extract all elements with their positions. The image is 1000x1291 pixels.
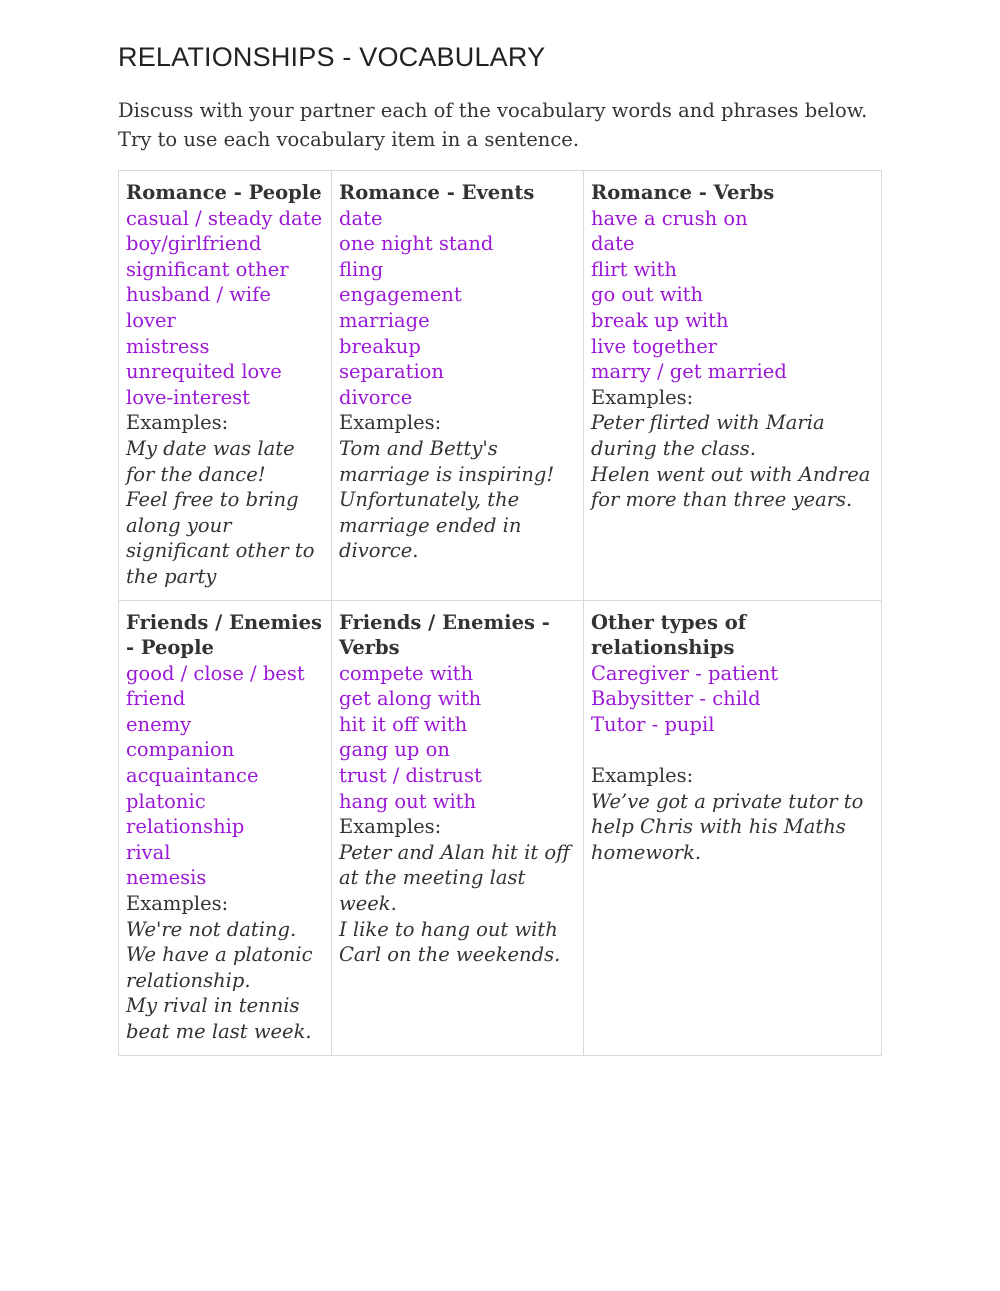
- example-sentence: We’ve got a private tutor to help Chris with his Maths homework.: [591, 789, 864, 864]
- vocab-item: date: [591, 232, 635, 256]
- cell-heading: Friends / Enemies - People: [126, 610, 322, 660]
- vocab-item: compete with: [339, 661, 474, 685]
- example-sentence: Helen went out with Andrea for more than three years.: [591, 462, 871, 512]
- vocab-item: break up with: [591, 308, 729, 332]
- instructions: Discuss with your partner each of the vocabulary words and phrases below. Try to use each vocabulary item in a sentence.: [118, 99, 868, 151]
- vocab-item: Babysitter - child: [591, 687, 761, 711]
- examples-label: Examples:: [126, 411, 229, 435]
- vocab-item: have a crush on: [591, 206, 748, 230]
- table-row: [119, 600, 882, 1055]
- vocab-item: breakup: [339, 334, 421, 358]
- page-title: RELATIONSHIPS - VOCABULARY: [118, 42, 546, 72]
- vocab-item: nemesis: [126, 866, 207, 890]
- vocab-item: engagement: [339, 283, 462, 307]
- vocab-item: unrequited love: [126, 360, 282, 384]
- example-sentence: Peter and Alan hit it off at the meeting last week.: [339, 840, 570, 916]
- vocab-item: enemy: [126, 712, 192, 736]
- vocab-item: live together: [591, 334, 718, 358]
- vocab-item: fling: [339, 257, 384, 281]
- cell-friends-enemies-verbs: [332, 600, 584, 1055]
- vocab-item: hit it off with: [339, 712, 468, 736]
- vocab-item: rival: [126, 840, 171, 864]
- vocab-item: significant other: [126, 257, 289, 281]
- example-sentence: Feel free to bring along your significant other to the party: [126, 488, 315, 588]
- cell-romance-events: [332, 171, 584, 601]
- cell-heading: Other types of relationships: [591, 610, 747, 660]
- example-sentence: Unfortunately, the marriage ended in divorce.: [339, 488, 522, 563]
- vocab-item: marriage: [339, 308, 430, 332]
- vocab-item: boy/girlfriend: [126, 232, 262, 256]
- vocab-item: mistress: [126, 334, 210, 358]
- vocab-item: love-interest: [126, 385, 250, 409]
- cell-heading: Romance - Events: [339, 181, 535, 204]
- example-sentence: I like to hang out with Carl on the weekends.: [339, 917, 561, 967]
- vocabulary-table: [118, 170, 882, 1056]
- vocab-item: platonic relationship: [126, 789, 245, 839]
- vocab-item: companion: [126, 738, 235, 762]
- cell-romance-verbs: [584, 171, 882, 601]
- examples-label: Examples:: [591, 764, 694, 788]
- examples-label: Examples:: [339, 815, 442, 839]
- vocab-item: trust / distrust: [339, 764, 482, 788]
- cell-romance-people: [119, 171, 332, 601]
- vocab-item: separation: [339, 360, 444, 384]
- vocab-item: get along with: [339, 687, 482, 711]
- example-sentence: My rival in tennis beat me last week.: [126, 994, 312, 1043]
- cell-heading: Friends / Enemies - Verbs: [339, 610, 550, 660]
- vocab-item: gang up on: [339, 738, 450, 762]
- vocab-item: marry / get married: [591, 360, 787, 384]
- vocab-item: go out with: [591, 283, 704, 307]
- vocab-item: one night stand: [339, 232, 494, 256]
- cell-friends-enemies-people: [119, 600, 332, 1055]
- vocab-item: divorce: [339, 385, 413, 409]
- example-sentence: We're not dating. We have a platonic relationship.: [126, 917, 313, 992]
- examples-label: Examples:: [126, 892, 229, 916]
- example-sentence: Peter flirted with Maria during the class.: [591, 411, 825, 460]
- vocab-item: good / close / best friend: [126, 661, 305, 711]
- examples-label: Examples:: [591, 385, 694, 409]
- vocab-item: hang out with: [339, 789, 477, 813]
- vocab-item: Tutor - pupil: [591, 712, 715, 736]
- blank-line: [591, 737, 875, 763]
- vocab-item: lover: [126, 308, 176, 332]
- vocab-item: acquaintance: [126, 764, 259, 788]
- vocab-item: casual / steady date: [126, 206, 323, 230]
- cell-heading: Romance - People: [126, 181, 322, 204]
- vocab-item: husband / wife: [126, 283, 271, 307]
- cell-heading: Romance - Verbs: [591, 181, 775, 204]
- cell-other-relationships: [584, 600, 882, 1055]
- examples-label: Examples:: [339, 411, 442, 435]
- example-sentence: Tom and Betty's marriage is inspiring!: [339, 436, 555, 486]
- vocab-item: Caregiver - patient: [591, 661, 779, 685]
- vocab-item: date: [339, 206, 383, 230]
- table-row: [119, 171, 882, 601]
- vocab-item: flirt with: [591, 257, 677, 281]
- example-sentence: My date was late for the dance!: [126, 436, 295, 486]
